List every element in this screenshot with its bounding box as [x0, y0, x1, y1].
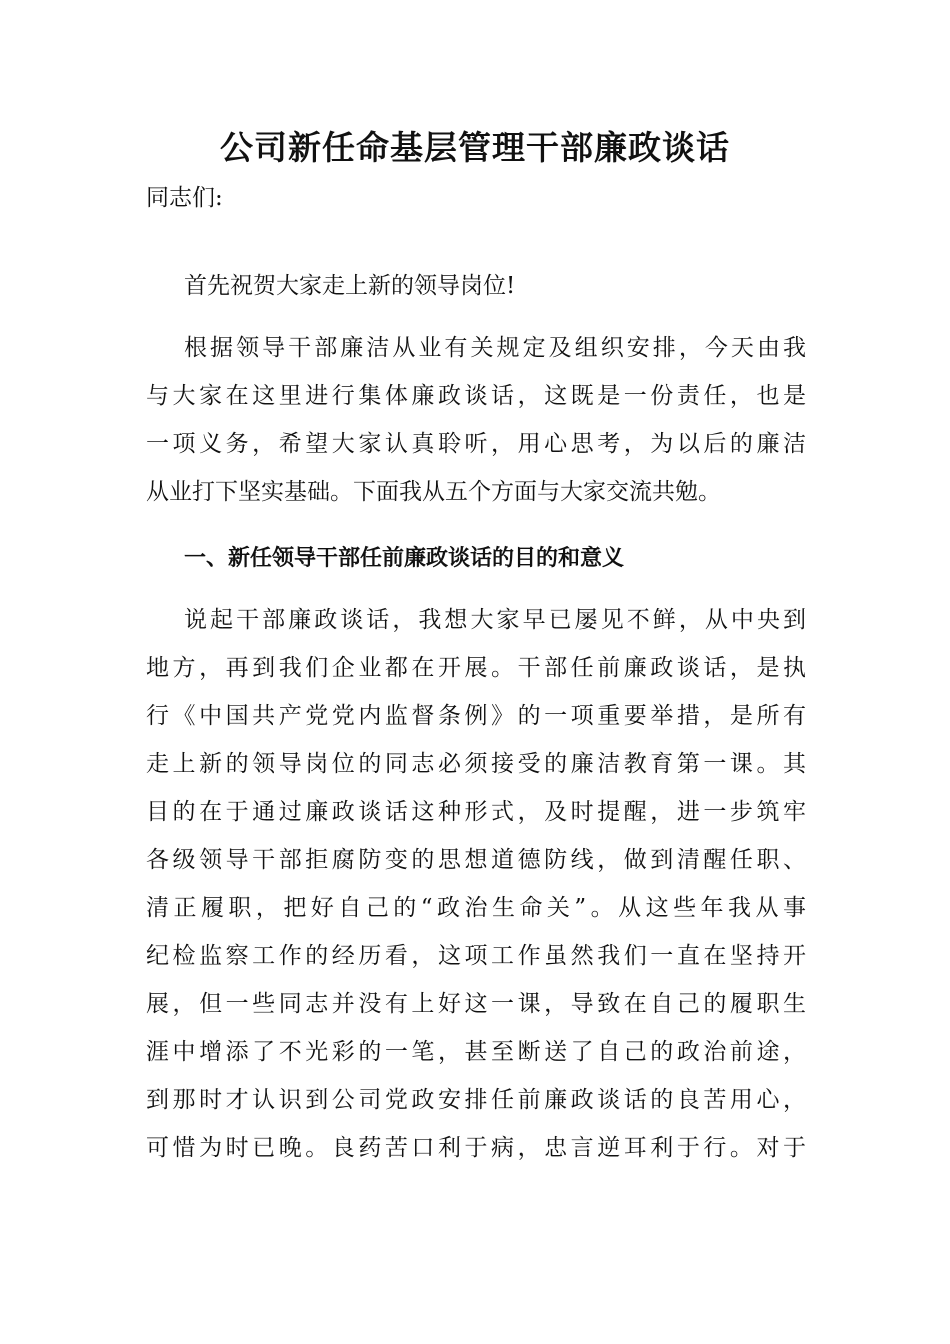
paragraph-line: 各级领导干部拒腐防变的思想道德防线，做到清醒任职、: [146, 847, 806, 873]
paragraph-line: 展，但一些同志并没有上好这一课，导致在自己的履职生: [146, 991, 806, 1017]
document-title: 公司新任命基层管理干部廉政谈话: [220, 128, 730, 167]
paragraph-line: 行《中国共产党党内监督条例》的一项重要举措，是所有: [146, 703, 806, 729]
paragraph-line: 目的在于通过廉政谈话这种形式，及时提醒，进一步筑牢: [146, 799, 806, 825]
paragraph-line: 走上新的领导岗位的同志必须接受的廉洁教育第一课。其: [146, 751, 806, 777]
section-heading: 一、新任领导干部任前廉政谈话的目的和意义: [184, 546, 625, 571]
paragraph-line: 涯中增添了不光彩的一笔，甚至断送了自己的政治前途，: [146, 1039, 806, 1065]
paragraph-line: 清正履职，把好自己的“政治生命关”。从这些年我从事: [146, 895, 806, 921]
paragraph-line: 可惜为时已晚。良药苦口利于病，忠言逆耳利于行。对于: [146, 1135, 806, 1161]
salutation: 同志们:: [146, 185, 223, 211]
paragraph-line: 到那时才认识到公司党政安排任前廉政谈话的良苦用心，: [146, 1087, 806, 1113]
paragraph-line: 根据领导干部廉洁从业有关规定及组织安排，今天由我: [184, 335, 806, 361]
paragraph-line: 纪检监察工作的经历看，这项工作虽然我们一直在坚持开: [146, 943, 806, 969]
paragraph-line: 与大家在这里进行集体廉政谈话，这既是一份责任，也是: [146, 383, 806, 409]
paragraph-line: 一项义务，希望大家认真聆听，用心思考，为以后的廉洁: [146, 431, 806, 457]
paragraph-line: 从业打下坚实基础。下面我从五个方面与大家交流共勉。: [146, 479, 721, 505]
paragraph-line: 地方，再到我们企业都在开展。干部任前廉政谈话，是执: [146, 655, 806, 681]
paragraph-line: 首先祝贺大家走上新的领导岗位!: [184, 273, 516, 299]
paragraph-line: 说起干部廉政谈话，我想大家早已屡见不鲜，从中央到: [184, 607, 806, 633]
